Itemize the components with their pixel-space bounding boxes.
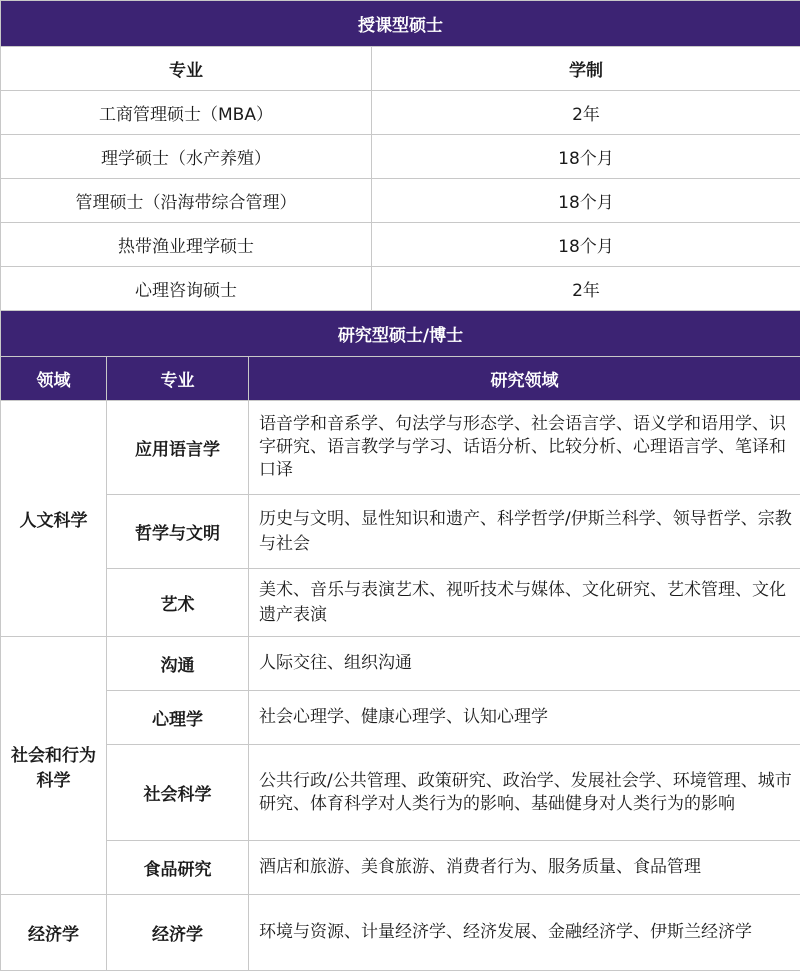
research-header-major: 专业 [107,357,249,401]
research-major: 经济学 [107,895,249,971]
taught-duration: 2年 [372,91,800,135]
research-area: 人际交往、组织沟通 [249,637,800,691]
table-row [1,401,800,495]
research-area: 公共行政/公共管理、政策研究、政治学、发展社会学、环境管理、城市研究、体育科学对人类行为的影响、基础健身对人类行为的影响 [249,745,800,841]
table-row [1,495,800,569]
table-row [1,895,800,971]
research-header-field: 领域 [1,357,107,401]
taught-major: 工商管理硕士（MBA） [1,91,372,135]
taught-section-title: 授课型硕士 [1,1,800,47]
table-row [1,135,800,179]
research-major: 艺术 [107,569,249,637]
table-row [1,223,800,267]
research-major: 社会科学 [107,745,249,841]
taught-duration: 18个月 [372,179,800,223]
research-degrees-table [0,310,800,971]
research-major: 沟通 [107,637,249,691]
research-header-area: 研究领域 [249,357,800,401]
taught-duration: 2年 [372,267,800,311]
research-field: 人文科学 [1,401,107,637]
table-row [1,841,800,895]
taught-major: 心理咨询硕士 [1,267,372,311]
research-section-title: 研究型硕士/博士 [1,311,800,357]
research-major: 哲学与文明 [107,495,249,569]
taught-masters-table [0,0,800,311]
table-row [1,691,800,745]
research-field: 经济学 [1,895,107,971]
research-area: 酒店和旅游、美食旅游、消费者行为、服务质量、食品管理 [249,841,800,895]
table-row [1,569,800,637]
research-major: 应用语言学 [107,401,249,495]
table-row [1,179,800,223]
table-row [1,267,800,311]
table-row [1,637,800,691]
research-area: 环境与资源、计量经济学、经济发展、金融经济学、伊斯兰经济学 [249,895,800,971]
research-area: 美术、音乐与表演艺术、视听技术与媒体、文化研究、艺术管理、文化遗产表演 [249,569,800,637]
research-area: 语音学和音系学、句法学与形态学、社会语言学、语义学和语用学、识字研究、语言教学与学习、话语分析、比较分析、心理语言学、笔译和口译 [249,401,800,495]
table-row [1,91,800,135]
taught-header-duration: 学制 [372,47,800,91]
research-field: 社会和行为科学 [1,637,107,895]
taught-header-major: 专业 [1,47,372,91]
taught-major: 热带渔业理学硕士 [1,223,372,267]
taught-duration: 18个月 [372,223,800,267]
research-major: 心理学 [107,691,249,745]
research-area: 历史与文明、显性知识和遗产、科学哲学/伊斯兰科学、领导哲学、宗教与社会 [249,495,800,569]
table-row [1,745,800,841]
research-area: 社会心理学、健康心理学、认知心理学 [249,691,800,745]
taught-major: 理学硕士（水产养殖） [1,135,372,179]
taught-major: 管理硕士（沿海带综合管理） [1,179,372,223]
taught-duration: 18个月 [372,135,800,179]
research-major: 食品研究 [107,841,249,895]
